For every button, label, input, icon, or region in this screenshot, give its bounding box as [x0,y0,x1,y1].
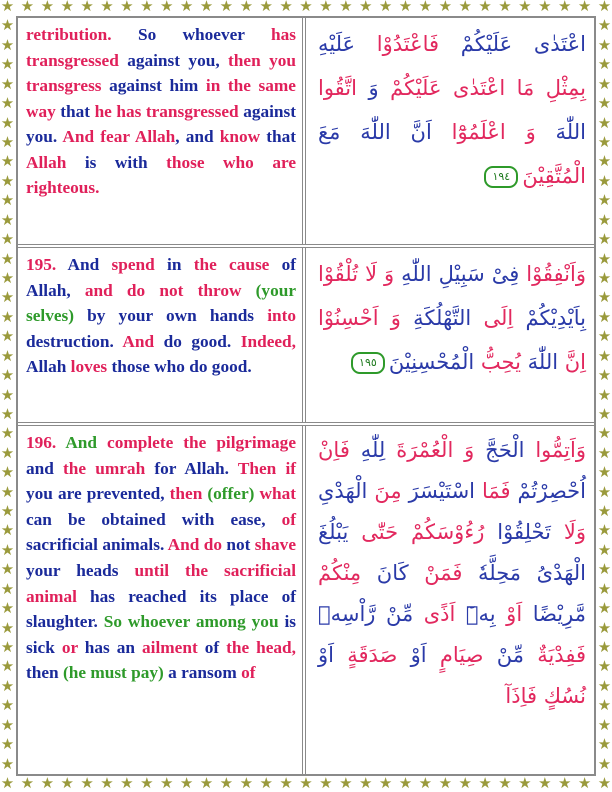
arabic-segment: فَمَا [481,479,511,503]
border-star-icon: ★ [199,776,214,792]
border-star-icon: ★ [597,154,612,171]
border-star-icon: ★ [0,426,15,443]
border-star-icon: ★ [597,445,612,462]
arabic-segment: اُحْصِرْتُمْ [510,479,586,503]
border-star-icon: ★ [100,776,114,792]
english-segment: And [65,433,98,452]
arabic-segment: فَاعْتَدُوْا [376,32,440,56]
arabic-segment: الْهَدْىِ [318,479,375,503]
border-star-icon: ★ [478,0,492,15]
arabic-segment: وَ اعْلَمُوْٓا [451,120,536,144]
border-star-icon: ★ [20,0,35,15]
arabic-segment: فَمَنْ [424,561,463,585]
border-star-icon: ★ [378,0,393,15]
border-star-icon: ★ [438,0,453,15]
border-star-icon: ★ [199,0,214,15]
page-frame [16,16,596,776]
english-segment: (he must pay) [62,663,164,683]
english-segment: has transgressed [26,25,296,70]
border-star-icon: ★ [0,504,15,521]
border-star-icon: ★ [498,776,512,792]
english-segment: that [55,101,95,121]
border-star-icon: ★ [0,0,15,15]
english-segment: Indeed, [240,331,296,351]
english-segment: he has transgressed [94,101,239,121]
border-star-icon: ★ [239,0,254,15]
border-star-icon: ★ [597,426,612,443]
arabic-segment: وَلَا [563,520,586,544]
border-star-icon: ★ [398,0,413,15]
english-segment: And fear [62,127,130,146]
english-segment: the head, [226,637,296,657]
border-star-icon: ★ [0,18,15,35]
border-star-icon: ★ [597,640,612,657]
english-segment: and do not throw [84,280,242,300]
english-segment: then you transgress [26,50,296,95]
border-star-icon: ★ [597,465,612,482]
border-star-icon: ★ [597,659,612,676]
border-star-icon: ★ [597,270,612,287]
border-star-icon: ★ [0,76,15,93]
english-segment: is with [66,152,167,172]
border-star-icon: ★ [597,737,612,754]
border-star-icon: ★ [438,776,453,792]
border-star-icon: ★ [0,232,15,249]
english-segment: complete [97,433,184,452]
english-segment: spend [111,255,155,274]
border-star-icon: ★ [80,0,94,15]
arabic-segment: وَ [357,76,391,100]
border-star-icon: ★ [597,504,612,521]
english-segment: 196. [26,433,57,452]
english-segment: what [259,484,296,504]
border-star-icon: ★ [0,212,15,229]
border-star-icon: ★ [597,212,612,229]
border-star-icon: ★ [80,776,94,792]
border-star-icon: ★ [597,251,612,268]
border-star-icon: ★ [279,776,293,792]
english-segment: shave [254,535,296,555]
english-segment: your heads [26,560,135,580]
border-star-icon: ★ [597,562,612,579]
english-segment: those who are righteous. [26,152,296,197]
border-star-icon: ★ [597,0,612,15]
arabic-segment: اللّٰهَ [535,120,586,144]
border-star-icon: ★ [0,523,15,540]
border-star-icon: ★ [0,756,15,773]
arabic-segment: يَبْلُغَ [318,520,349,544]
border-star-icon: ★ [0,581,15,598]
border-star-icon: ★ [259,776,273,792]
english-segment: against him [101,76,206,95]
border-star-icon: ★ [458,0,472,15]
arabic-segment: الْحَجَّ [474,438,536,462]
arabic-segment: الْمُتَّقِيْنَ [522,164,586,188]
border-star-icon: ★ [60,776,74,792]
border-star-icon: ★ [239,776,254,792]
border-star-icon: ★ [577,0,592,15]
arabic-segment: اَنَّ اللّٰهَ مَعَ [318,120,452,144]
arabic-segment: اِلَى [483,306,514,330]
english-segment: sacrificial animals. [26,535,168,555]
border-star-icon: ★ [0,678,15,695]
border-star-icon: ★ [259,0,273,15]
english-segment: So whoever [111,25,272,44]
arabic-segment: حَتّٰى [348,520,412,544]
english-segment: against you, [118,50,229,70]
border-star-icon: ★ [219,776,234,792]
border-star-icon: ★ [0,640,15,657]
border-star-icon: ★ [299,0,313,15]
border-star-icon: ★ [0,368,15,385]
arabic-segment: بِمِثْلِ مَا اعْتَدٰى عَلَيْكُمْ [390,76,587,100]
border-star-icon: ★ [0,562,15,579]
english-segment: those who do good. [107,357,252,376]
border-star-icon: ★ [0,601,15,618]
border-star-icon: ★ [319,776,333,792]
border-star-icon: ★ [597,329,612,346]
arabic-segment: مِنَ [374,479,402,503]
arabic-segment: اَوْ [318,643,348,667]
english-segment: Allah [26,357,71,376]
border-star-icon: ★ [418,776,433,792]
border-star-icon: ★ [179,0,194,15]
english-segment: the umrah [63,458,146,478]
border-star-icon: ★ [0,270,15,287]
border-star-icon: ★ [597,387,612,404]
arabic-segment: اِنَّ [564,350,586,374]
border-star-icon: ★ [319,0,333,15]
border-star-icon: ★ [120,0,134,15]
border-star-icon: ★ [597,173,612,190]
border-star-icon: ★ [0,348,15,365]
arabic-segment: اسْتَيْسَرَ [401,479,482,503]
border-star-icon: ★ [0,115,15,132]
arabic-segment: اللّٰهَ [520,350,565,374]
border-star-icon: ★ [0,134,15,151]
border-star-icon: ★ [0,251,15,268]
border-star-icon: ★ [0,173,15,190]
english-segment: and [26,458,64,478]
border-star-icon: ★ [597,18,612,35]
border-star-icon: ★ [478,776,492,792]
border-star-icon: ★ [538,0,552,15]
border-star-icon: ★ [597,309,612,326]
arabic-segment: كَانَ [361,561,425,585]
border-star-icon: ★ [557,0,572,15]
english-segment [56,433,65,452]
border-star-icon: ★ [299,776,313,792]
english-segment: of [197,637,227,657]
border-star-icon: ★ [418,0,433,15]
border-star-icon: ★ [518,776,532,792]
border-star-icon: ★ [339,776,353,792]
arabic-segment: بِاَيْدِيْكُمْ [513,306,586,330]
border-star-icon: ★ [498,0,512,15]
english-segment: And [122,331,155,351]
arabic-segment: رُءُوْسَكُمْ [411,520,485,544]
arabic-segment: نُسُكٍ [543,684,586,708]
arabic-segment: وَ لَا تُلْقُوْا [318,262,395,286]
arabic-segment: تَحْلِقُوْا [484,520,564,544]
border-star-icon: ★ [597,348,612,365]
english-segment: So whoever among you [103,612,279,632]
arabic-segment: فَاِنْ [318,438,350,462]
english-segment: then [169,484,203,504]
english-segment: the pilgrimage [183,433,296,452]
english-segment: in [154,255,194,274]
english-segment: for Allah. [145,458,238,478]
verse-row-196 [18,422,594,774]
border-star-icon: ★ [0,193,15,210]
border-star-icon: ★ [597,678,612,695]
english-segment: then [26,663,63,683]
border-star-icon: ★ [0,37,15,54]
english-segment: And do [167,535,222,555]
arabic-segment: فَاِذَآ [505,684,544,708]
english-segment: know [219,127,261,146]
border-star-icon: ★ [0,445,15,462]
english-segment: And [56,255,112,274]
border-star-icon: ★ [538,776,552,792]
border-star-icon: ★ [40,0,55,15]
arabic-segment: صِيَامٍ [439,643,484,667]
verse-row-194 [18,18,594,244]
border-star-icon: ★ [597,406,612,423]
border-star-icon: ★ [597,542,612,559]
english-segment: has an [77,637,143,657]
border-star-icon: ★ [597,717,612,734]
border-star-icon: ★ [358,0,373,15]
arabic-segment: التَّهْلُكَةِ [400,306,484,330]
arabic-segment: الْهَدْىُ مَحِلَّهٗ [462,561,586,585]
border-star-icon: ★ [140,0,154,15]
border-star-icon: ★ [597,290,612,307]
border-star-icon: ★ [0,465,15,482]
english-segment: by your own hands [74,306,268,325]
english-segment: or [61,637,78,657]
arabic-segment: وَ الْعُمْرَةَ [396,438,475,462]
border-star-icon: ★ [597,523,612,540]
english-segment: has reached its place of slaughter. [26,586,296,632]
border-star-icon: ★ [0,620,15,637]
border-star-icon: ★ [0,154,15,171]
arabic-segment: صَدَقَةٍ [347,643,398,667]
border-star-icon: ★ [597,581,612,598]
english-segment: , and [175,127,220,146]
border-star-icon: ★ [597,57,612,74]
arabic-segment: مِنْكُمْ [318,561,362,585]
arabic-segment: يُحِبُّ [480,350,521,374]
arabic-segment: اَوْ [506,602,523,626]
border-star-icon: ★ [60,0,74,15]
arabic-segment: وَاَنْفِقُوْا [526,262,586,286]
english-segment: Allah [134,127,176,146]
english-segment: until the sacrificial animal [26,560,297,606]
arabic-segment: لِلّٰهِ [349,438,397,462]
border-star-icon: ★ [577,776,592,792]
english-segment: 195. [26,255,57,274]
border-star-icon: ★ [0,329,15,346]
border-star-icon: ★ [458,776,472,792]
border-star-icon: ★ [597,134,612,151]
english-translation-195 [18,248,306,422]
border-star-icon: ★ [120,776,134,792]
english-segment: of [241,663,256,683]
english-segment [241,281,255,300]
border-star-icon: ★ [597,620,612,637]
border-star-icon: ★ [597,698,612,715]
english-translation-194 [18,18,306,244]
border-star-icon: ★ [159,0,174,15]
border-star-icon: ★ [0,698,15,715]
arabic-segment: الْمُحْسِنِيْنَ [388,350,481,374]
english-translation-196 [18,426,306,774]
arabic-text-196 [310,426,594,774]
border-star-icon: ★ [518,0,532,15]
border-star-icon: ★ [0,542,15,559]
arabic-segment: وَ اَحْسِنُوْا [318,306,401,330]
english-segment: destruction. [26,331,123,351]
border-star-icon: ★ [597,96,612,113]
border-star-icon: ★ [179,776,194,792]
arabic-segment: اَذًى [423,602,456,626]
arabic-text-194 [310,18,594,244]
english-segment: into [267,306,296,325]
english-segment: ailment [142,637,198,657]
border-star-icon: ★ [358,776,373,792]
english-segment: loves [70,357,108,376]
border-star-icon: ★ [100,0,114,15]
border-star-icon: ★ [0,57,15,74]
border-star-icon: ★ [339,0,353,15]
border-star-icon: ★ [140,776,154,792]
arabic-segment: مَّرِيْضًا [522,602,586,626]
ayah-number-marker: ١٩٤ [484,166,518,188]
english-segment: Allah [26,152,67,172]
border-star-icon: ★ [159,776,174,792]
english-segment: (offer) [207,484,255,504]
border-star-icon: ★ [0,290,15,307]
english-segment: is sick [26,612,296,657]
arabic-segment: فِىْ سَبِيْلِ اللّٰهِ [394,262,527,286]
border-star-icon: ★ [0,387,15,404]
arabic-segment: اَوْ [397,643,440,667]
english-segment: (your selves) [26,280,296,325]
border-star-icon: ★ [40,776,55,792]
border-star-icon: ★ [0,484,15,501]
english-segment: against you. [26,101,297,146]
border-star-icon: ★ [0,776,15,792]
arabic-segment: عَلَيْهِ [318,32,377,56]
arabic-segment: مِّنْ رَّاْسِهٖ [318,602,424,626]
border-star-icon: ★ [0,717,15,734]
border-star-icon: ★ [0,737,15,754]
border-star-icon: ★ [597,232,612,249]
border-star-icon: ★ [279,0,293,15]
border-star-icon: ★ [597,193,612,210]
english-segment: not [221,535,255,555]
border-star-icon: ★ [20,776,35,792]
border-star-icon: ★ [557,776,572,792]
border-star-icon: ★ [597,37,612,54]
english-segment: you are prevented, [26,484,170,504]
english-segment: of Allah, [26,255,297,300]
english-segment: of [281,509,296,529]
arabic-segment: وَاَتِمُّوا [535,438,586,462]
english-segment: the cause [193,255,270,274]
border-star-icon: ★ [378,776,393,792]
english-segment: can be obtained with ease, [26,509,282,529]
arabic-segment: اتَّقُوا [318,76,357,100]
arabic-segment: مِّنْ [483,643,538,667]
arabic-segment: اعْتَدٰى عَلَيْكُمْ [439,32,586,56]
border-star-icon: ★ [597,76,612,93]
arabic-segment: فَفِدْيَةٌ [537,643,586,667]
english-segment: Then if [237,458,297,478]
border-star-icon: ★ [597,756,612,773]
english-segment: retribution. [26,25,112,44]
ayah-number-marker: ١٩٥ [351,352,385,374]
english-segment: a ransom [163,663,242,683]
border-star-icon: ★ [597,115,612,132]
border-star-icon: ★ [0,659,15,676]
border-star-icon: ★ [0,96,15,113]
border-star-icon: ★ [398,776,413,792]
arabic-text-195 [310,248,594,422]
verse-row-195 [18,244,594,422]
english-segment: that [260,127,296,146]
border-star-icon: ★ [597,368,612,385]
border-star-icon: ★ [597,601,612,618]
border-star-icon: ★ [0,406,15,423]
border-star-icon: ★ [597,484,612,501]
border-star-icon: ★ [219,0,234,15]
english-segment: in the same way [26,76,296,121]
border-star-icon: ★ [597,776,612,792]
border-star-icon: ★ [0,309,15,326]
arabic-segment: بِهٖٓ [455,602,507,626]
english-segment: do good. [154,331,241,351]
